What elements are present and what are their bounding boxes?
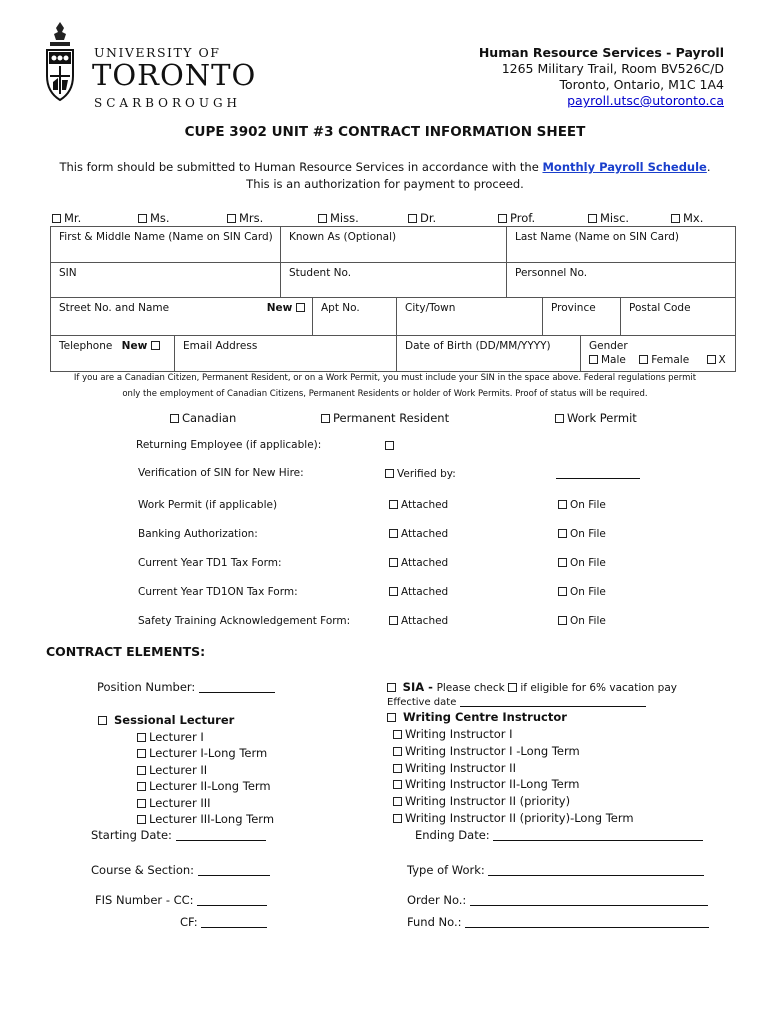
position-number-field[interactable]	[97, 680, 275, 694]
work-permit-label: Work Permit (if applicable)	[138, 499, 278, 511]
td1-label: Current Year TD1 Tax Form:	[138, 557, 282, 569]
option-label: Work Permit	[567, 411, 637, 425]
payroll-schedule-link[interactable]: Monthly Payroll Schedule	[542, 160, 707, 174]
option-label: Lecturer II-Long Term	[149, 779, 271, 793]
last-name-field[interactable]	[507, 227, 735, 263]
checkbox-icon[interactable]	[393, 764, 402, 773]
option-label: Attached	[401, 615, 449, 627]
work-permit-on-file[interactable]	[558, 499, 606, 511]
checkbox-icon[interactable]	[558, 616, 567, 625]
option-label: Canadian	[182, 411, 237, 425]
salutation-label: Prof.	[510, 211, 536, 225]
writer-ii-option[interactable]	[393, 761, 516, 775]
checkbox-icon[interactable]	[558, 558, 567, 567]
checkbox-icon[interactable]	[393, 814, 402, 823]
option-label: On File	[570, 528, 606, 540]
salutation-label: Mrs.	[239, 211, 264, 225]
option-label: X	[718, 354, 726, 366]
crest-icon	[44, 20, 76, 104]
new-label: New	[266, 302, 293, 314]
checkbox-icon[interactable]	[137, 733, 146, 742]
option-label: Lecturer I-Long Term	[149, 746, 268, 760]
checkbox-icon[interactable]	[555, 414, 564, 423]
field-label: Province	[551, 302, 596, 314]
sin-field[interactable]	[51, 263, 281, 298]
field-label: Order No.:	[407, 893, 467, 907]
email-link[interactable]: payroll.utsc@utoronto.ca	[567, 93, 724, 108]
banking-attached[interactable]	[389, 528, 448, 540]
fund-no-field[interactable]	[407, 915, 709, 929]
type-of-work-field[interactable]	[407, 863, 704, 877]
university-logo	[44, 20, 257, 110]
salutation-dr[interactable]	[408, 211, 436, 225]
salutation-label: Dr.	[420, 211, 437, 225]
option-label: Lecturer III	[149, 796, 211, 810]
field-label: First & Middle Name (Name on SIN Card)	[59, 231, 273, 243]
checkbox-icon[interactable]	[389, 616, 398, 625]
option-label: Lecturer II	[149, 763, 208, 777]
checkbox-icon[interactable]	[170, 414, 179, 423]
checkbox-icon[interactable]	[98, 716, 107, 725]
option-label: On File	[570, 615, 606, 627]
option-label: Lecturer III-Long Term	[149, 812, 275, 826]
salutation-label: Mx.	[683, 211, 704, 225]
ending-date-field[interactable]	[415, 828, 703, 842]
salutation-label: Misc.	[600, 211, 630, 225]
logo-line-toronto: TORONTO	[92, 58, 257, 92]
td1on-label: Current Year TD1ON Tax Form:	[138, 586, 298, 598]
intro-line-1	[0, 160, 770, 174]
option-label: Female	[651, 354, 690, 366]
address-line-1: 1265 Military Trail, Room BV526C/D	[501, 61, 724, 76]
starting-date-field[interactable]	[91, 828, 266, 842]
checkbox-icon[interactable]	[385, 441, 394, 450]
sessional-lecturer-option[interactable]	[98, 713, 234, 727]
sia-eligible-label: if eligible for 6% vacation pay	[520, 682, 677, 694]
checkbox-icon[interactable]	[387, 683, 396, 692]
lecturer-i-option[interactable]	[137, 730, 204, 744]
checkbox-icon[interactable]	[707, 355, 716, 364]
option-label: Writing Instructor I -Long Term	[405, 744, 580, 758]
writer-ii-priority-option[interactable]	[393, 794, 570, 808]
checkbox-icon[interactable]	[588, 214, 597, 223]
logo-line-university: UNIVERSITY OF	[94, 45, 221, 60]
option-label: Verified by:	[397, 468, 456, 480]
course-section-field[interactable]	[91, 863, 270, 877]
lecturer-ii-option[interactable]	[137, 763, 207, 777]
city-field[interactable]	[397, 298, 543, 336]
field-label: FIS Number - CC:	[95, 893, 194, 907]
salutation-label: Miss.	[330, 211, 359, 225]
option-label: Writing Instructor II-Long Term	[405, 777, 580, 791]
contract-elements-heading: CONTRACT ELEMENTS:	[46, 644, 206, 659]
salutation-miss[interactable]	[318, 211, 359, 225]
checkbox-icon[interactable]	[393, 797, 402, 806]
department-name: Human Resource Services - Payroll	[478, 45, 724, 60]
td1-on-file[interactable]	[558, 557, 606, 569]
field-label: Gender	[589, 340, 628, 352]
verified-by-input[interactable]	[556, 467, 640, 480]
field-label: Date of Birth (DD/MM/YYYY)	[405, 340, 551, 352]
option-label: On File	[570, 586, 606, 598]
gender-x[interactable]	[707, 354, 726, 366]
first-name-field[interactable]	[51, 227, 281, 263]
salutation-label: Ms.	[150, 211, 170, 225]
option-label: Permanent Resident	[333, 411, 450, 425]
writer-i-lt-option[interactable]	[393, 744, 580, 758]
verified-by-option[interactable]	[385, 468, 456, 480]
safety-on-file[interactable]	[558, 615, 606, 627]
sin-notice-line-2: only the employment of Canadian Citizens, Permanent Residents or holder of Work Permits. Proof of status will be required.	[122, 389, 648, 399]
option-label: Writing Instructor II (priority)	[405, 794, 571, 808]
order-no-field[interactable]	[407, 893, 708, 907]
option-label: Attached	[401, 586, 449, 598]
new-phone-option[interactable]	[122, 340, 163, 352]
checkbox-icon[interactable]	[589, 355, 598, 364]
status-work-permit[interactable]	[555, 411, 637, 425]
checkbox-icon[interactable]	[508, 683, 517, 692]
checkbox-icon[interactable]	[321, 414, 330, 423]
checkbox-icon[interactable]	[151, 341, 160, 350]
field-label: Type of Work:	[407, 863, 485, 877]
checkbox-icon[interactable]	[227, 214, 236, 223]
option-label: Sessional Lecturer	[114, 713, 235, 727]
td1on-on-file[interactable]	[558, 586, 606, 598]
field-label: Fund No.:	[407, 915, 462, 929]
field-label: Known As (Optional)	[289, 231, 397, 243]
field-label: City/Town	[405, 302, 456, 314]
gender-female[interactable]	[639, 354, 689, 366]
checkbox-icon[interactable]	[389, 529, 398, 538]
checkbox-icon[interactable]	[558, 587, 567, 596]
field-label: Street No. and Name	[59, 302, 170, 314]
salutation-misc[interactable]	[588, 211, 629, 225]
sia-note: Please check	[436, 682, 505, 694]
banking-on-file[interactable]	[558, 528, 606, 540]
option-label: Writing Centre Instructor	[403, 710, 567, 724]
status-canadian[interactable]	[170, 411, 236, 425]
checkbox-icon[interactable]	[389, 500, 398, 509]
checkbox-icon[interactable]	[137, 749, 146, 758]
apt-field[interactable]	[313, 298, 397, 336]
new-label: New	[121, 340, 148, 352]
salutation-mrs[interactable]	[227, 211, 263, 225]
fis-number-field[interactable]	[95, 893, 267, 907]
option-label: Writing Instructor II (priority)-Long Term	[405, 811, 634, 825]
email-field[interactable]	[175, 336, 397, 371]
checkbox-icon[interactable]	[318, 214, 327, 223]
option-label: Male	[601, 354, 626, 366]
field-label: Apt No.	[321, 302, 360, 314]
street-field[interactable]	[51, 298, 313, 336]
dob-field[interactable]	[397, 336, 581, 371]
new-address-option[interactable]	[267, 302, 308, 314]
form-title: CUPE 3902 UNIT #3 CONTRACT INFORMATION SHEET	[184, 124, 586, 140]
checkbox-icon[interactable]	[671, 214, 680, 223]
td1-attached[interactable]	[389, 557, 448, 569]
writing-centre-option[interactable]	[387, 710, 567, 724]
checkbox-icon[interactable]	[389, 558, 398, 567]
postal-code-field[interactable]	[621, 298, 735, 336]
known-as-field[interactable]	[281, 227, 507, 263]
checkbox-icon[interactable]	[387, 713, 396, 722]
gender-male[interactable]	[589, 354, 626, 366]
checkbox-icon[interactable]	[52, 214, 61, 223]
student-no-field[interactable]	[281, 263, 507, 298]
returning-employee-checkbox[interactable]	[385, 439, 397, 452]
safety-label: Safety Training Acknowledgement Form:	[138, 615, 351, 627]
checkbox-icon[interactable]	[138, 214, 147, 223]
checkbox-icon[interactable]	[385, 469, 394, 478]
logo-line-scarborough: SCARBOROUGH	[94, 96, 242, 110]
sin-notice-line-1: If you are a Canadian Citizen, Permanent Resident, or on a Work Permit, you must include your SIN in the space above. Federal regulations permit	[73, 373, 697, 383]
personal-info-grid	[50, 226, 736, 372]
option-label: On File	[570, 557, 606, 569]
checkbox-icon[interactable]	[137, 782, 146, 791]
option-label: Writing Instructor I	[405, 727, 513, 741]
checkbox-icon[interactable]	[389, 587, 398, 596]
personnel-no-field[interactable]	[507, 263, 735, 298]
field-label: Effective date	[387, 697, 457, 708]
field-label: Telephone	[59, 340, 113, 352]
lecturer-i-lt-option[interactable]	[137, 746, 267, 760]
checkbox-icon[interactable]	[393, 780, 402, 789]
checkbox-icon[interactable]	[558, 500, 567, 509]
writer-ii-lt-option[interactable]	[393, 777, 579, 791]
contact-address	[479, 45, 724, 109]
sia-label: SIA -	[402, 680, 433, 694]
work-permit-attached[interactable]	[389, 499, 448, 511]
field-label: Course & Section:	[91, 863, 195, 877]
salutation-ms[interactable]	[138, 211, 170, 225]
field-label: Student No.	[289, 267, 352, 279]
lecturer-iii-lt-option[interactable]	[137, 812, 274, 826]
address-line-2: Toronto, Ontario, M1C 1A4	[559, 77, 724, 92]
banking-label: Banking Authorization:	[138, 528, 258, 540]
safety-attached[interactable]	[389, 615, 448, 627]
field-label: Personnel No.	[515, 267, 588, 279]
intro-text: This form should be submitted to Human Resource Services in accordance with the	[59, 160, 539, 174]
salutation-mr[interactable]	[52, 211, 81, 225]
intro-line-2: This is an authorization for payment to proceed.	[246, 177, 524, 191]
checkbox-icon[interactable]	[296, 303, 305, 312]
telephone-field[interactable]	[51, 336, 175, 371]
salutation-prof[interactable]	[498, 211, 535, 225]
cf-field[interactable]	[180, 915, 267, 929]
checkbox-icon[interactable]	[558, 529, 567, 538]
checkbox-icon[interactable]	[639, 355, 648, 364]
writer-i-option[interactable]	[393, 727, 513, 741]
option-label: Attached	[401, 528, 449, 540]
province-field[interactable]	[543, 298, 621, 336]
writer-ii-priority-lt-option[interactable]	[393, 811, 634, 825]
status-permanent-resident[interactable]	[321, 411, 449, 425]
gender-field	[581, 336, 735, 371]
checkbox-icon[interactable]	[137, 766, 146, 775]
sia-option[interactable]	[387, 680, 677, 694]
option-label: Attached	[401, 499, 449, 511]
field-label: CF:	[180, 915, 198, 929]
field-label: SIN	[59, 267, 77, 279]
effective-date-field[interactable]	[387, 696, 646, 708]
option-label: On File	[570, 499, 606, 511]
checkbox-icon[interactable]	[393, 747, 402, 756]
checkbox-icon[interactable]	[498, 214, 507, 223]
field-label: Ending Date:	[415, 828, 490, 842]
field-label: Email Address	[183, 340, 258, 352]
checkbox-icon[interactable]	[137, 799, 146, 808]
field-label: Position Number:	[97, 680, 196, 694]
checkbox-icon[interactable]	[393, 730, 402, 739]
field-label: Postal Code	[629, 302, 691, 314]
salutation-mx[interactable]	[671, 211, 703, 225]
checkbox-icon[interactable]	[137, 815, 146, 824]
checkbox-icon[interactable]	[408, 214, 417, 223]
returning-employee-label: Returning Employee (if applicable):	[136, 439, 322, 451]
td1on-attached[interactable]	[389, 586, 448, 598]
field-label: Starting Date:	[91, 828, 172, 842]
sin-verification-label: Verification of SIN for New Hire:	[138, 467, 304, 479]
intro-period: .	[706, 160, 711, 174]
lecturer-ii-lt-option[interactable]	[137, 779, 271, 793]
option-label: Lecturer I	[149, 730, 204, 744]
salutation-label: Mr.	[64, 211, 82, 225]
lecturer-iii-option[interactable]	[137, 796, 211, 810]
field-label: Last Name (Name on SIN Card)	[515, 231, 679, 243]
option-label: Attached	[401, 557, 449, 569]
option-label: Writing Instructor II	[405, 761, 516, 775]
